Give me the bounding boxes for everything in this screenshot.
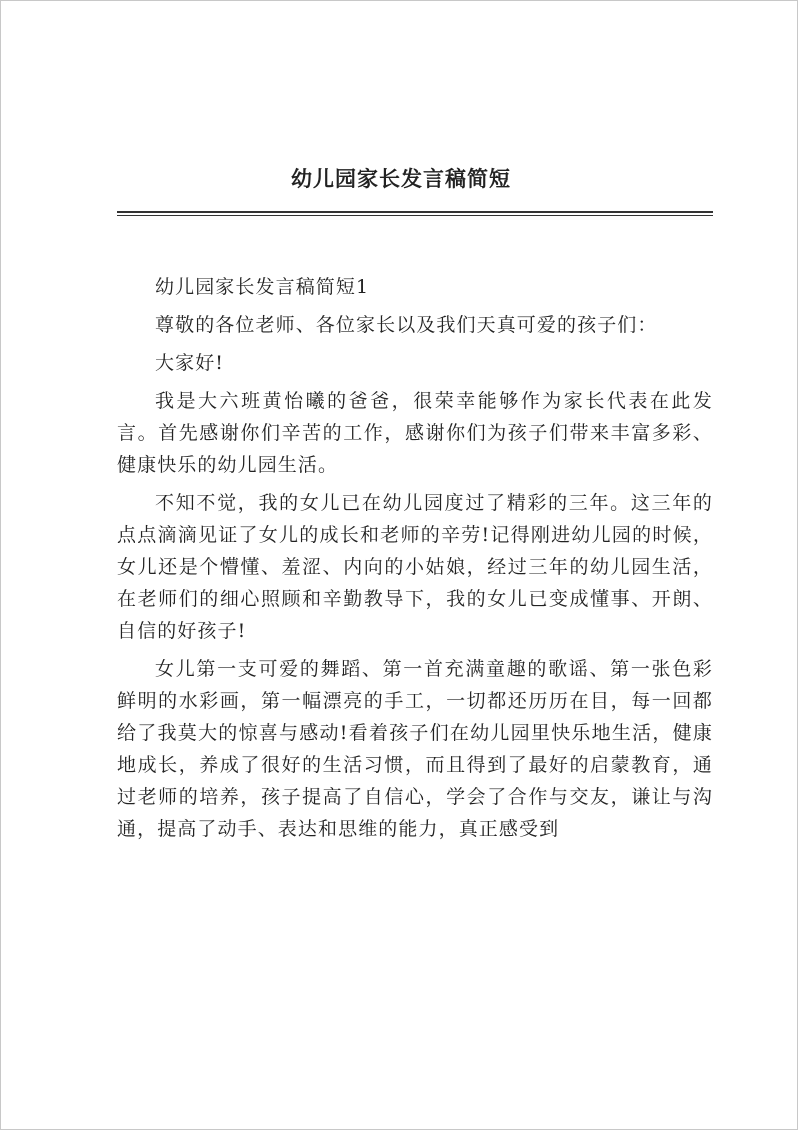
section-heading: 幼儿园家长发言稿简短1 <box>155 276 370 298</box>
title-divider-thick <box>117 211 713 213</box>
salutation: 尊敬的各位老师、各位家长以及我们天真可爱的孩子们： <box>155 314 658 336</box>
document-title: 幼儿园家长发言稿简短 <box>291 166 511 191</box>
body-paragraph: 女儿第一支可爱的舞蹈、第一首充满童趣的歌谣、第一张色彩鲜明的水彩画，第一幅漂亮的手工，一切都还历历在目，每一回都给了我莫大的惊喜与感动!看着孩子们在幼儿园里快乐地生活，健康地成长，养成了很好的生活习惯，而且得到了最好的启蒙教育，通过老师的培养，孩子提高了自信心，学会了合作与交友，谦让与沟通，提高了动手、表达和思维的能力，真正感受到 <box>117 658 713 840</box>
body-paragraph: 不知不觉，我的女儿已在幼儿园度过了精彩的三年。这三年的点点滴滴见证了女儿的成长和老师的辛劳!记得刚进幼儿园的时候，女儿还是个懵懂、羞涩、内向的小姑娘，经过三年的幼儿园生活，在老师们的细心照顾和辛勤教导下，我的女儿已变成懂事、开朗、自信的好孩子! <box>117 492 713 642</box>
greeting: 大家好! <box>155 352 225 374</box>
document-body <box>117 271 713 851</box>
title-divider-thin <box>117 215 713 216</box>
body-paragraph: 我是大六班黄怡曦的爸爸，很荣幸能够作为家长代表在此发言。首先感谢你们辛苦的工作，感谢你们为孩子们带来丰富多彩、健康快乐的幼儿园生活。 <box>117 390 713 476</box>
